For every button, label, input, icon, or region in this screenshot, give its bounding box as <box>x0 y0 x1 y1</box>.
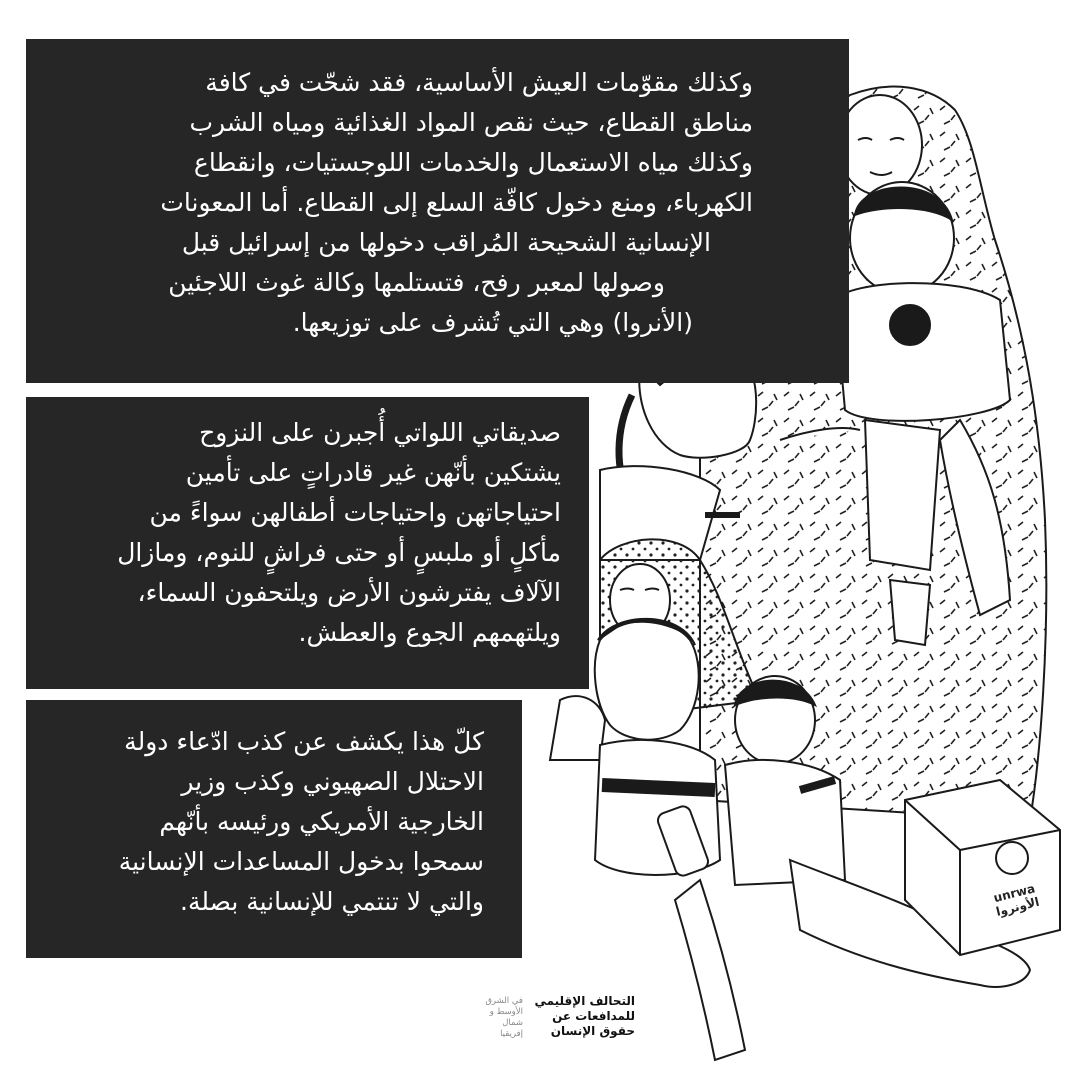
paragraph-line: وصولها لمعبر رفح، فتستلمها وكالة غوث اللاجئين <box>168 268 665 297</box>
paragraph-line: سمحوا بدخول المساعدات الإنسانية <box>118 847 484 876</box>
paragraph-line: يشتكين بأنّهن غير قادراتٍ على تأمين <box>185 458 561 487</box>
paragraph-line: مأكلٍ أو ملبسٍ أو حتى فراشٍ للنوم، ومازال <box>117 538 561 567</box>
paragraph-line: ويلتهمهم الجوع والعطش. <box>298 618 561 647</box>
logo-sub-line: في الشرق <box>485 996 523 1006</box>
logo-line: للمدافعات عن <box>552 1009 635 1023</box>
text-box-living-essentials <box>26 39 849 383</box>
paragraph-line: الإنسانية الشحيحة المُراقب دخولها من إسرائيل قبل <box>181 228 711 257</box>
paragraph-line: الاحتلال الصهيوني وكذب وزير <box>181 767 484 796</box>
paragraph-line: كلّ هذا يكشف عن كذب ادّعاء دولة <box>124 727 484 756</box>
text-box-displaced-friends <box>26 397 589 689</box>
logo-line: حقوق الإنسان <box>550 1024 635 1038</box>
paragraph-line: احتياجاتهن واحتياجات أطفالهن سواءً من <box>149 498 561 527</box>
logo-sub-text <box>455 996 523 1040</box>
paragraph-line: صديقاتي اللواتي أُجبرن على النزوح <box>199 418 561 447</box>
text-box-claims <box>26 700 522 958</box>
logo-line: التحالف الإقليمي <box>534 994 635 1008</box>
logo-sub-line: الأوسط و <box>489 1007 523 1017</box>
paragraph-line: والتي لا تنتمي للإنسانية بصلة. <box>180 887 484 916</box>
paragraph-line: الخارجية الأمريكي ورئيسه بأنّهم <box>159 807 484 836</box>
paragraph-line: وكذلك مقوّمات العيش الأساسية، فقد شحّت في كافة <box>205 68 753 97</box>
logo-sub-line: إفريقيا <box>500 1029 523 1039</box>
paragraph-line: الآلاف يفترشون الأرض ويلتحفون السماء، <box>137 578 561 607</box>
paragraph-line: وكذلك مياه الاستعمال والخدمات اللوجستيات، وانقطاع <box>193 148 753 177</box>
paragraph-line: الكهرباء، ومنع دخول كافّة السلع إلى القطاع. أما المعونات <box>160 188 753 217</box>
coalition-logo <box>455 994 635 1046</box>
logo-sub-line: شمال <box>502 1018 523 1028</box>
paragraph-line: مناطق القطاع، حيث نقص المواد الغذائية ومياه الشرب <box>189 108 753 137</box>
unrwa-box-label: unrwa الأونروا <box>992 881 1041 919</box>
logo-main-text <box>527 994 635 1039</box>
paragraph-line: (الأنروا) وهي التي تُشرف على توزيعها. <box>292 308 693 337</box>
